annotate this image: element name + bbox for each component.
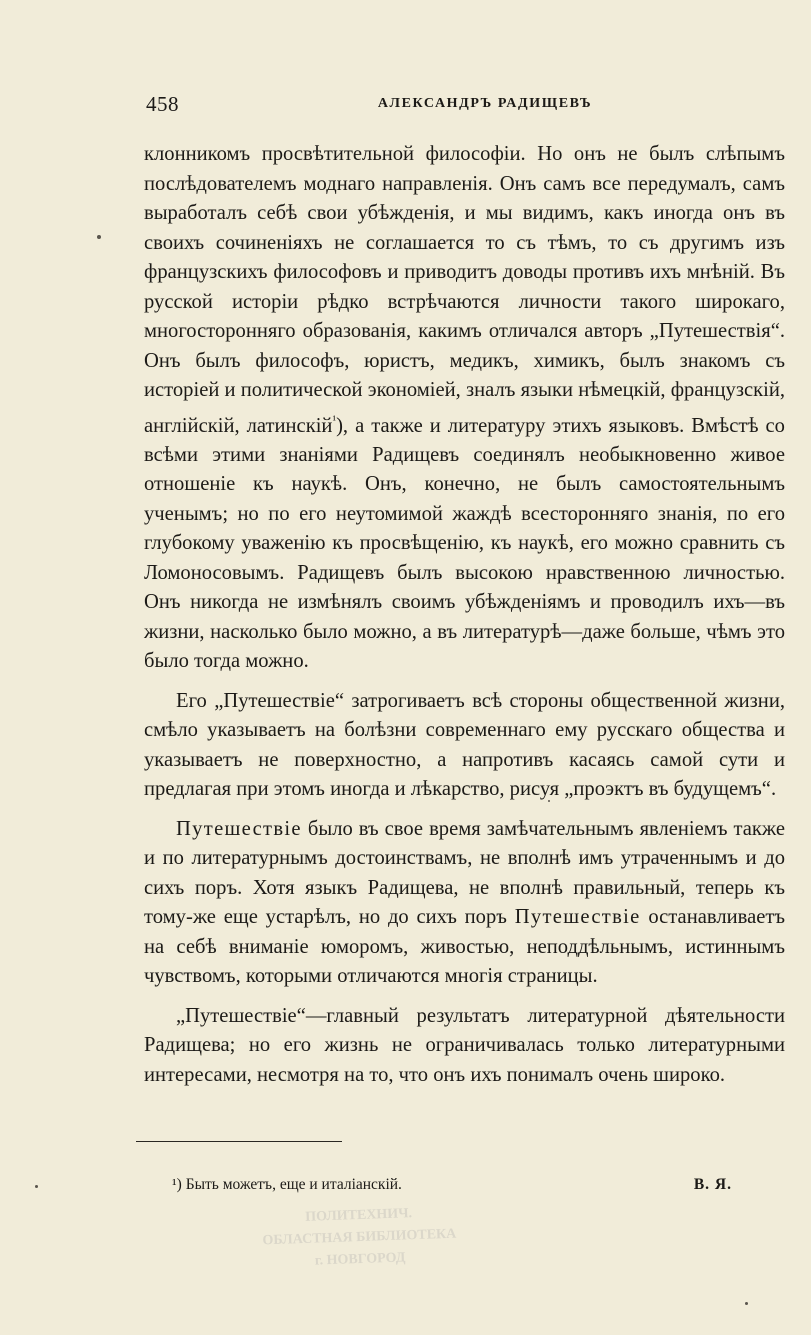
paragraph-3-text: было въ свое время замѣчательнымъ явленіемъ также и по литературнымъ достоинствамъ, не вполнѣ имъ утраченнымъ и до сихъ поръ. Хотя языкъ Радищева, не вполнѣ правильный, теперь къ тому-же еще устарѣлъ, но до сихъ поръ	[144, 817, 785, 929]
footnote-reference: ¹	[332, 412, 337, 427]
stamp-line: ОБЛАСТНАЯ БИБЛИОТЕКА	[262, 1226, 457, 1249]
stamp-line: г. НОВГОРОД	[314, 1250, 406, 1269]
footnote	[172, 1176, 732, 1194]
paragraph-4: „Путешествіе“—главный результатъ литературной дѣятельности Радищева; но его жизнь не ограничивалась только литературными интересами, несмотря на то, что онъ ихъ понималъ очень широко.	[144, 1004, 785, 1086]
main-text	[144, 140, 785, 1100]
running-head: АЛЕКСАНДРЪ РАДИЩЕВЪ	[377, 96, 593, 111]
ink-speck	[35, 1185, 38, 1188]
paragraph-2: Его „Путешествіе“ затрогиваетъ всѣ стороны общественной жизни, смѣло указываетъ на болѣзни современнаго ему русскаго общества и указываетъ не поверхностно, а напротивъ касаясь самой сути и предлагая при этомъ иногда и лѣкарство, рисуя „проэктъ въ будущемъ“.	[144, 689, 785, 801]
footnote-marker: ¹)	[172, 1176, 182, 1193]
ink-speck	[97, 235, 101, 239]
footnote-text: Быть можетъ, еще и италіанскій.	[181, 1176, 402, 1193]
page-number: 458	[146, 92, 179, 116]
stamp-line: ПОЛИТЕХНИЧ.	[305, 1206, 413, 1225]
book-title-spaced-2: Путешествіе	[514, 906, 641, 929]
paragraph-1-text: клонникомъ просвѣтительной философіи. Но онъ не былъ слѣпымъ послѣдователемъ моднаго направленія. Онъ самъ все передумалъ, самъ выработалъ себѣ свои убѣжденія, и мы видимъ, какъ иногда онъ въ своихъ сочиненіяхъ не соглашается то съ тѣмъ, то съ другимъ изъ французскихъ философовъ и приводитъ доводы противъ ихъ мнѣній. Въ русской исторіи рѣдко встрѣчаются личности такого широкаго, многосторонняго образованія, какимъ отличался авторъ „Путешествія“. Онъ былъ философъ, юристъ, медикъ, химикъ, былъ знакомъ съ исторіей и политической экономіей, зналъ языки нѣмецкій, французскій, англійскій, латинскій	[144, 143, 785, 437]
footnote-initials: В. Я.	[693, 1176, 732, 1193]
paragraph-3-text-continued: останавливаетъ на себѣ вниманіе юморомъ, живостью, неподдѣльнымъ, истиннымъ чувствомъ, которыми отличаются многія страницы.	[144, 906, 785, 988]
paragraph-1	[144, 140, 785, 677]
ink-speck	[548, 800, 550, 802]
paragraph-1-text-continued: ), а также и литературу этихъ языковъ. Вмѣстѣ со всѣми этими знаніями Радищевъ соединялъ необыкновенно живое отношеніе къ наукѣ. Онъ, конечно, не былъ самостоятельнымъ ученымъ; но по его неутомимой жаждѣ всесторонняго знанія, по его глубокому уваженію къ просвѣщенію, къ наукѣ, его можно сравнить съ Ломоносовымъ. Радищевъ былъ высокою нравственною личностью. Онъ никогда не измѣнялъ своимъ убѣжденіямъ и проводилъ ихъ—въ жизни, насколько было можно, а въ литературѣ—даже больше, чѣмъ это было тогда можно.	[144, 414, 785, 673]
paragraph-3	[144, 815, 785, 992]
footnote-divider	[136, 1141, 342, 1142]
library-stamp	[238, 1201, 481, 1309]
book-title-spaced: Путешествіе	[176, 817, 302, 840]
ink-speck	[745, 1302, 748, 1305]
page-header	[146, 92, 784, 120]
